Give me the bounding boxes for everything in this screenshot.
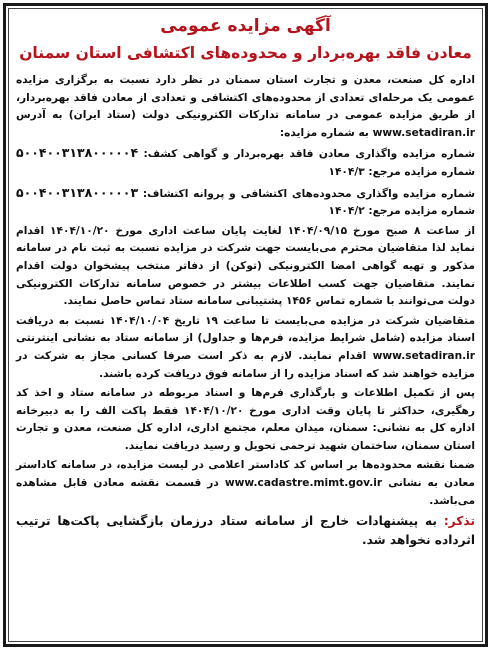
intro-suffix: به شماره مزایده: bbox=[279, 126, 369, 139]
docs-suffix: اقدام نمایند. لازم به ذکر است صرفا کسانی مجاز به شرکت در مزایده خواهند شد که اسناد مزایده را از سامانه فوق دریافت کرده باشند. bbox=[16, 349, 475, 380]
auction2-text: شماره مزایده واگذاری محدوده‌های اکتشافی و پروانه اکتشاف: bbox=[142, 187, 475, 200]
docs-setadiran-link[interactable]: www.setadiran.ir bbox=[372, 349, 475, 362]
auction1-text: شماره مزایده واگذاری معادن فاقد بهره‌بردار و گواهی کشف: bbox=[143, 148, 475, 161]
notice-subtitle: معادن فاقد بهره‌بردار و محدوده‌های اکتشافی استان سمنان bbox=[19, 44, 472, 62]
auction2-ref: شماره مزایده مرجع: ۱۴۰۴/۲ bbox=[328, 205, 475, 218]
docs-text: متقاضیان شرکت در مزایده می‌بایست تا ساعت ۱۹ تاریخ ۱۴۰۴/۱۰/۰۴ نسبت به دریافت اسناد مزایده (شامل شرایط مزایده، فرم‌ها و جداول) از سامانه ستاد به نشانی اینترنتی bbox=[16, 314, 475, 345]
auction-notice bbox=[3, 3, 488, 647]
auction2-paragraph bbox=[16, 184, 475, 221]
cadastre-link[interactable]: www.cadastre.mimt.gov.ir bbox=[224, 477, 383, 490]
notice-content bbox=[16, 14, 475, 550]
notice-title: آگهی مزایده عمومی bbox=[160, 16, 331, 36]
submission-paragraph: پس از تکمیل اطلاعات و بارگذاری فرم‌ها و اسناد مربوطه در سامانه ستاد و اخذ کد رهگیری، حداکثر تا پایان وقت اداری مورخ ۱۴۰۴/۱۰/۲۰ فقط پاکت الف را به دبیرخانه اداره کل به نشانی: سمنان، میدان معلم، مجتمع اداری، اداره کل صنعت، معدن و تجارت استان سمنان، ساختمان شهید ترحمی تحویل و رسید دریافت نمایند. bbox=[16, 387, 475, 452]
intro-text: اداره کل صنعت، معدن و تجارت استان سمنان در نظر دارد نسبت به برگزاری مزایده عمومی یک مرحله‌ای تعدادی از محدوده‌های اکتشافی و تعدادی از معادن فاقد بهره‌بردار، از طریق مزایده عمومی در سامانه تدارکات الکترونیکی دولت (ستاد ایران) به آدرس bbox=[16, 74, 475, 122]
map-paragraph bbox=[16, 457, 475, 510]
auction1-ref: شماره مزایده مرجع: ۱۴۰۴/۳ bbox=[328, 165, 475, 178]
schedule-paragraph: از ساعت ۸ صبح مورخ ۱۴۰۴/۰۹/۱۵ لغایت پایان ساعت اداری مورخ ۱۴۰۴/۱۰/۲۰ اقدام نماید لذا متقاضیان محترم می‌بایست جهت شرکت در مزایده نسبت به ثبت نام در سامانه مذکور و تهیه گواهی امضا الکترونیکی (توکن) از دفاتر منتخب پیشخوان دولت اقدام نمایند. متقاضیان جهت کسب اطلاعات بیشتر در خصوص سامانه تدارکات الکترونیکی دولت می‌توانند با شماره تماس ۱۴۵۶ پشتیبانی سامانه ستاد تماس حاصل نمایند. bbox=[16, 224, 475, 308]
map-suffix: در قسمت نقشه معادن قابل مشاهده می‌باشد. bbox=[16, 477, 475, 507]
intro-paragraph bbox=[16, 72, 475, 142]
auction2-code: ۵۰۰۴۰۰۳۱۳۸۰۰۰۰۰۳ bbox=[16, 184, 139, 200]
auction1-paragraph bbox=[16, 144, 475, 181]
setadiran-link[interactable]: www.setadiran.ir bbox=[372, 126, 475, 139]
auction1-code: ۵۰۰۴۰۰۳۱۳۸۰۰۰۰۰۴ bbox=[16, 145, 139, 161]
footer-note bbox=[16, 512, 475, 550]
footer-label: تذکر: bbox=[443, 514, 475, 529]
map-text: ضمنا نقشه محدوده‌ها بر اساس کد کاداستر اعلامی در لیست مزایده، در سامانه کاداستر معادن به نشانی bbox=[16, 459, 475, 490]
footer-text: به پیشنهادات خارج از سامانه ستاد درزمان بازگشایی پاکت‌ها ترتیب اثرداده نخواهد شد. bbox=[16, 514, 475, 548]
documents-paragraph bbox=[16, 313, 475, 383]
